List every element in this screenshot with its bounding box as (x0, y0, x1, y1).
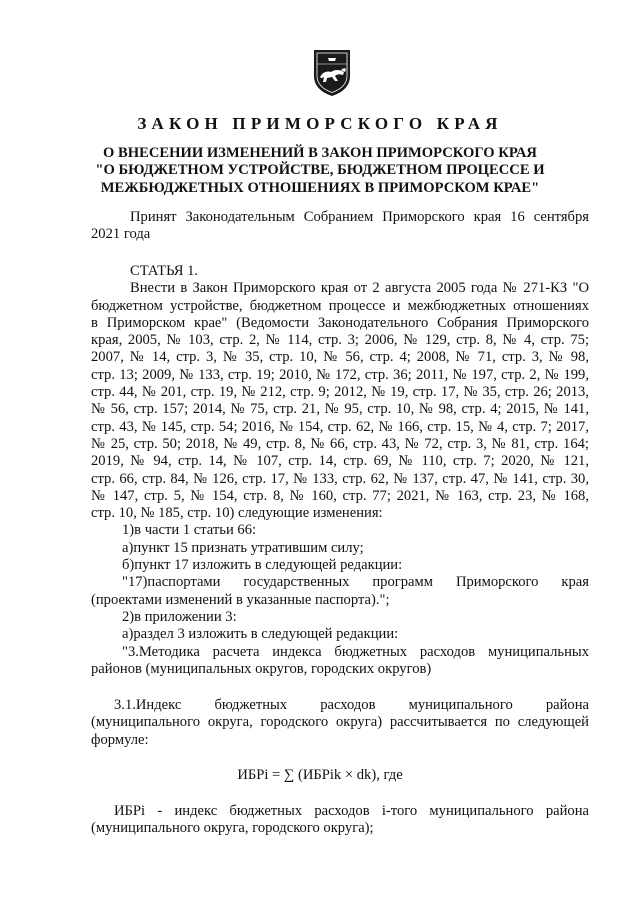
paragraph-line: Внести в Закон Приморского края от 2 августа 2005 года № 271-КЗ "О (130, 280, 589, 297)
adoption-statement (91, 209, 589, 244)
paragraph-line: 2019, № 94, стр. 14, № 107, стр. 14, стр. 69, № 110, стр. 7; 2020, № 121, (91, 453, 589, 470)
law-title: ЗАКОН ПРИМОРСКОГО КРАЯ (137, 114, 503, 133)
paragraph-line: края, 2005, № 103, стр. 2, № 114, стр. 3; 2006, № 129, стр. 8, № 4, стр. 75; (91, 332, 589, 349)
definition-line: ИБРi - индекс бюджетных расходов i-того муниципального района (114, 803, 589, 819)
paragraph-line: 2007, № 14, стр. 3, № 35, стр. 10, № 56, стр. 4; 2008, № 71, стр. 3, № 98, (91, 349, 589, 366)
paragraph-line: стр. 66, стр. 84, № 126, стр. 17, № 133, стр. 62, № 137, стр. 47, № 141, стр. 30, (91, 470, 589, 487)
clause-line: (муниципального округа, городского округа) рассчитывается по следующей (91, 714, 589, 731)
article-heading: СТАТЬЯ 1. (130, 263, 199, 279)
primorsky-coat-of-arms-emblem (308, 46, 356, 98)
paragraph-line: № 147, стр. 5, № 154, стр. 8, № 160, стр. 77; 2021, № 163, стр. 23, № 168, (91, 487, 589, 504)
clause-line: 3.1.Индекс бюджетных расходов муниципального района (114, 697, 589, 713)
subtitle-line: "О БЮДЖЕТНОМ УСТРОЙСТВЕ, БЮДЖЕТНОМ ПРОЦЕССЕ И (95, 162, 545, 179)
subtitle-line: О ВНЕСЕНИИ ИЗМЕНЕНИЙ В ЗАКОН ПРИМОРСКОГО КРАЯ (103, 145, 537, 161)
paragraph-line: № 56, стр. 157; 2014, № 75, стр. 21, № 95, стр. 10, № 98, стр. 4; 2015, № 141, (91, 401, 589, 418)
list-item: б)пункт 17 изложить в следующей редакции: (122, 557, 403, 574)
list-item: 1)в части 1 статьи 66: (122, 522, 257, 539)
law-subtitle (80, 145, 560, 197)
formula: ИБРi = ∑ (ИБРik × dk), где (237, 767, 403, 783)
clause-3-1 (91, 697, 589, 749)
article-1-body (91, 263, 589, 678)
definition (91, 803, 589, 838)
list-item: а)пункт 15 признать утратившим силу; (122, 539, 364, 556)
paragraph-line: бюджетном устройстве, бюджетном процессе и межбюджетных отношениях (91, 297, 589, 314)
quote-line: "17)паспортами государственных программ Приморского края (122, 574, 589, 591)
adoption-line: Принят Законодательным Собранием Приморского края 16 сентября (130, 209, 589, 225)
paragraph-line: в Приморском крае" (Ведомости Законодательного Собрания Приморского (91, 314, 589, 331)
clause-line: формуле: (91, 731, 149, 748)
paragraph-line: стр. 13; 2009, № 133, стр. 19; 2010, № 172, стр. 36; 2011, № 197, стр. 2, № 199, (91, 366, 589, 383)
list-item: 2)в приложении 3: (122, 608, 237, 625)
definition-line: (муниципального округа, городского округа); (91, 820, 374, 837)
paragraph-line: стр. 43, № 145, стр. 54; 2016, № 154, стр. 62, № 166, стр. 15, № 4, стр. 7; 2017, (91, 418, 589, 435)
section-heading-line: районов (муниципальных округов, городских округов) (91, 660, 432, 677)
subtitle-line: МЕЖБЮДЖЕТНЫХ ОТНОШЕНИЯХ В ПРИМОРСКОМ КРАЕ" (100, 179, 540, 196)
paragraph-line: стр. 10, № 185, стр. 10) следующие изменения: (91, 505, 383, 522)
paragraph-line: стр. 44, № 201, стр. 19, № 212, стр. 9; 2012, № 19, стр. 17, № 35, стр. 26; 2013, (91, 384, 589, 401)
quote-line: (проектами изменений в указанные паспорта)."; (91, 591, 390, 608)
adoption-line: 2021 года (91, 226, 151, 243)
list-item: а)раздел 3 изложить в следующей редакции: (122, 626, 399, 643)
section-heading-line: "3.Методика расчета индекса бюджетных расходов муниципальных (122, 643, 589, 660)
paragraph-line: № 25, стр. 50; 2018, № 49, стр. 8, № 66, стр. 43, № 72, стр. 3, № 81, стр. 164; (91, 435, 589, 452)
